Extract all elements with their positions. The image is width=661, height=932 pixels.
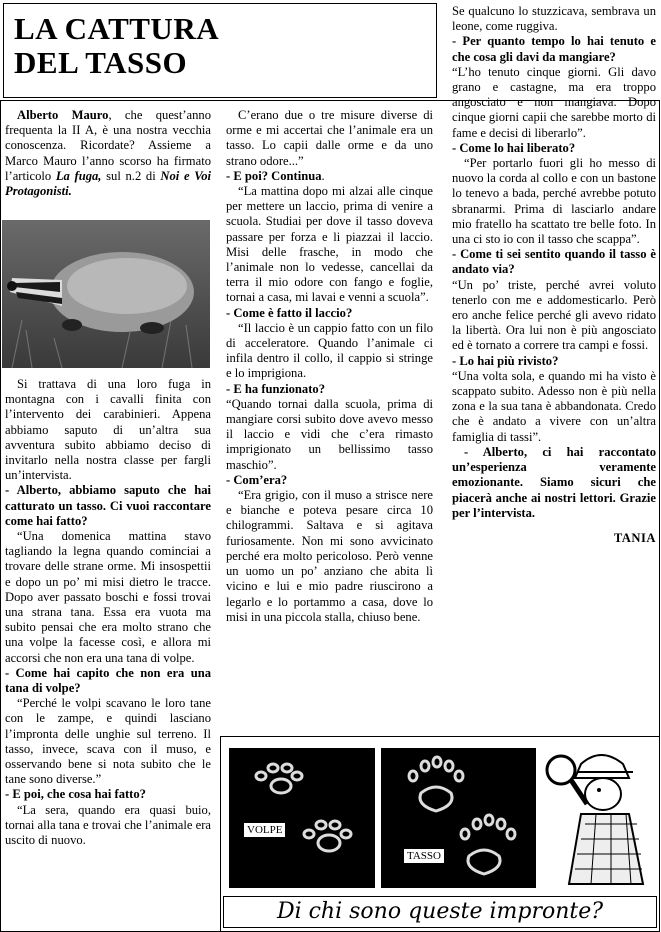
detective-magnifier-icon	[541, 744, 657, 894]
caption: Di chi sono queste impronte?	[223, 896, 657, 928]
article-ref: La fuga,	[55, 168, 102, 183]
badger-prints-panel	[381, 748, 536, 888]
fox-prints-panel	[229, 748, 375, 888]
answer: “Quando tornai dalla scuola, prima di mangiare corsi subito dove avevo messo il laccio e vidi che c’era rimasto imprigionato un bellissimo tasso maschio”.	[226, 396, 433, 472]
question: - E poi, che cosa hai fatto?	[5, 787, 146, 802]
intro-text-2: sul n.2 di	[101, 168, 161, 183]
badger-photo	[2, 220, 210, 368]
detective-illustration	[541, 744, 657, 894]
column-1	[5, 377, 211, 848]
question: - E ha funzionato?	[226, 381, 326, 396]
article-title	[14, 12, 219, 80]
answer: “Il laccio è un cappio fatto con un filo di acceleratore. Quando l’animale ci infila dentro il collo, il cappio si stringe e lo imprigiona.	[226, 320, 433, 381]
title-line-1: LA CATTURA	[14, 11, 220, 46]
question: - E poi? Continua	[226, 168, 322, 183]
intro-text-1: , che quest’anno frequenta la II A, è una nostra vecchia conoscenza. Ricordate? Assieme a Marco Mauro l’anno scorso ha firmato l’articolo	[5, 108, 211, 183]
answer: “La sera, quando era quasi buio, tornai alla tana e trovai che l’animale era uscito di nuovo.	[5, 802, 211, 848]
question: - Com’era?	[226, 472, 288, 487]
magazine-ref: Noi e Voi Protagonisti.	[5, 168, 212, 199]
question: - Come è fatto il laccio?	[226, 305, 353, 320]
badger-label: TASSO	[403, 848, 445, 864]
fox-label: VOLPE	[243, 822, 286, 838]
paragraph: C’erano due o tre misure diverse di orme e mi accertai che l’animale era un tasso. Lo capii dalle orme e da uno strano odore...”	[226, 108, 433, 168]
answer: “Perché le volpi scavano le loro tane con le zampe, e quindi lasciano l’impronta delle unghie sul terreno. Il tasso, invece, scava con il muso, e osservando bene si nota subito che le tane sono diverse.”	[5, 696, 211, 787]
closing-question: - Alberto, ci hai raccontato un’esperienza veramente emozionante. Siamo sicuri che piacerà anche ai nostri lettori. Grazie per l’intervista.	[452, 444, 656, 520]
title-box	[3, 3, 437, 98]
paragraph: Se qualcuno lo stuzzicava, sembrava un leone, come ruggiva.	[452, 4, 656, 34]
answer: “Era grigio, con il muso a strisce nere e bianche e poteva pesare circa 10 chilogrammi. Saltava e si agitava furiosamente. Non mi sono avvicinato perché era molto pericoloso. Però venne un uomo un po’ anziano che abita lì vicino e lui e mio padre riuscirono a legarlo e lo portammo a casa, dove lo misi in una piccola stalla, chiuso bene.	[226, 488, 433, 624]
column-2	[226, 108, 433, 625]
answer: “Una volta sola, e quando mi ha visto è scappato subito. Adesso non è più nella zona e la sua tana è abbandonata. Credo che è andato a vivere con un’altra famiglia di tassi”.	[452, 368, 656, 444]
author-signature: TANIA	[613, 530, 656, 545]
interviewee-name: Alberto Mauro	[17, 108, 109, 122]
question: - Come hai capito che non era una tana di volpe?	[5, 665, 211, 696]
question: - Come lo hai liberato?	[452, 140, 576, 155]
badger-paw-icon	[381, 748, 536, 888]
question: - Alberto, abbiamo saputo che hai catturato un tasso. Ci vuoi raccontare come hai fatto?	[5, 483, 211, 528]
question: - Lo hai più rivisto?	[452, 353, 559, 368]
answer: “Per portarlo fuori gli ho messo di nuovo la corda al collo e con un bastone lo tenevo a bada, perché avrebbe potuto sbranarmi. Prima di lasciarlo andare mio fratello ha scattato tre belle foto. In una ci sto io con il tasso che scappa”.	[452, 156, 656, 247]
answer: “L’ho tenuto cinque giorni. Gli davo grano e castagne, ma era troppo angosciato e non mangiava. Dopo cinque giorni capii che sarebbe morto di fame e decisi di liberarlo”.	[452, 64, 656, 140]
answer: “La mattina dopo mi alzai alle cinque per mettere un laccio, prima di venire a scuola. Studiai per dove il tasso doveva passare per forza e li piazzai il laccio. Misi delle frasche, in modo che l’animale non lo vedesse, cancellai da terra il mio odore con fango e foglie, tornai a casa, mi lavai e venni a scuola”.	[226, 184, 433, 305]
intro-paragraph	[5, 108, 211, 199]
answer: “Un po’ triste, perché avrei voluto tenerlo con me e addomesticarlo. Però ero anche felice perché gli avevo ridato la libertà. Ora lui non è più angosciato ed è tornato a correre tra campi e fossi.	[452, 277, 656, 353]
paragraph: Si trattava di una loro fuga in montagna con i cavalli finita con l’intervento dei carabinieri. Appena abbiamo saputo di un’altra sua avventura subito abbiamo deciso di invitarlo nella nostra classe per fargli un’intervista.	[5, 377, 211, 483]
answer: “Una domenica mattina stavo tagliando la legna quando cominciai a trovare delle strane orme. Mi insospettii e dopo un po’ mi misi dietro le tracce. Dopo aver passato boschi e fossi trovai una strana tana. Essa era vuota ma subito pensai che era molto strano che una volpe la facesse così, e allora mi accorsi che non era una tana di volpe.	[5, 529, 211, 665]
question: - Per quanto tempo lo hai tenuto e che cosa gli davi da mangiare?	[452, 34, 656, 64]
fox-paw-icon	[229, 748, 375, 888]
question-punct: .	[321, 168, 325, 183]
column-3	[452, 4, 656, 546]
title-line-2: DEL TASSO	[14, 45, 188, 80]
question: - Come ti sei sentito quando il tasso è andato via?	[452, 247, 656, 277]
